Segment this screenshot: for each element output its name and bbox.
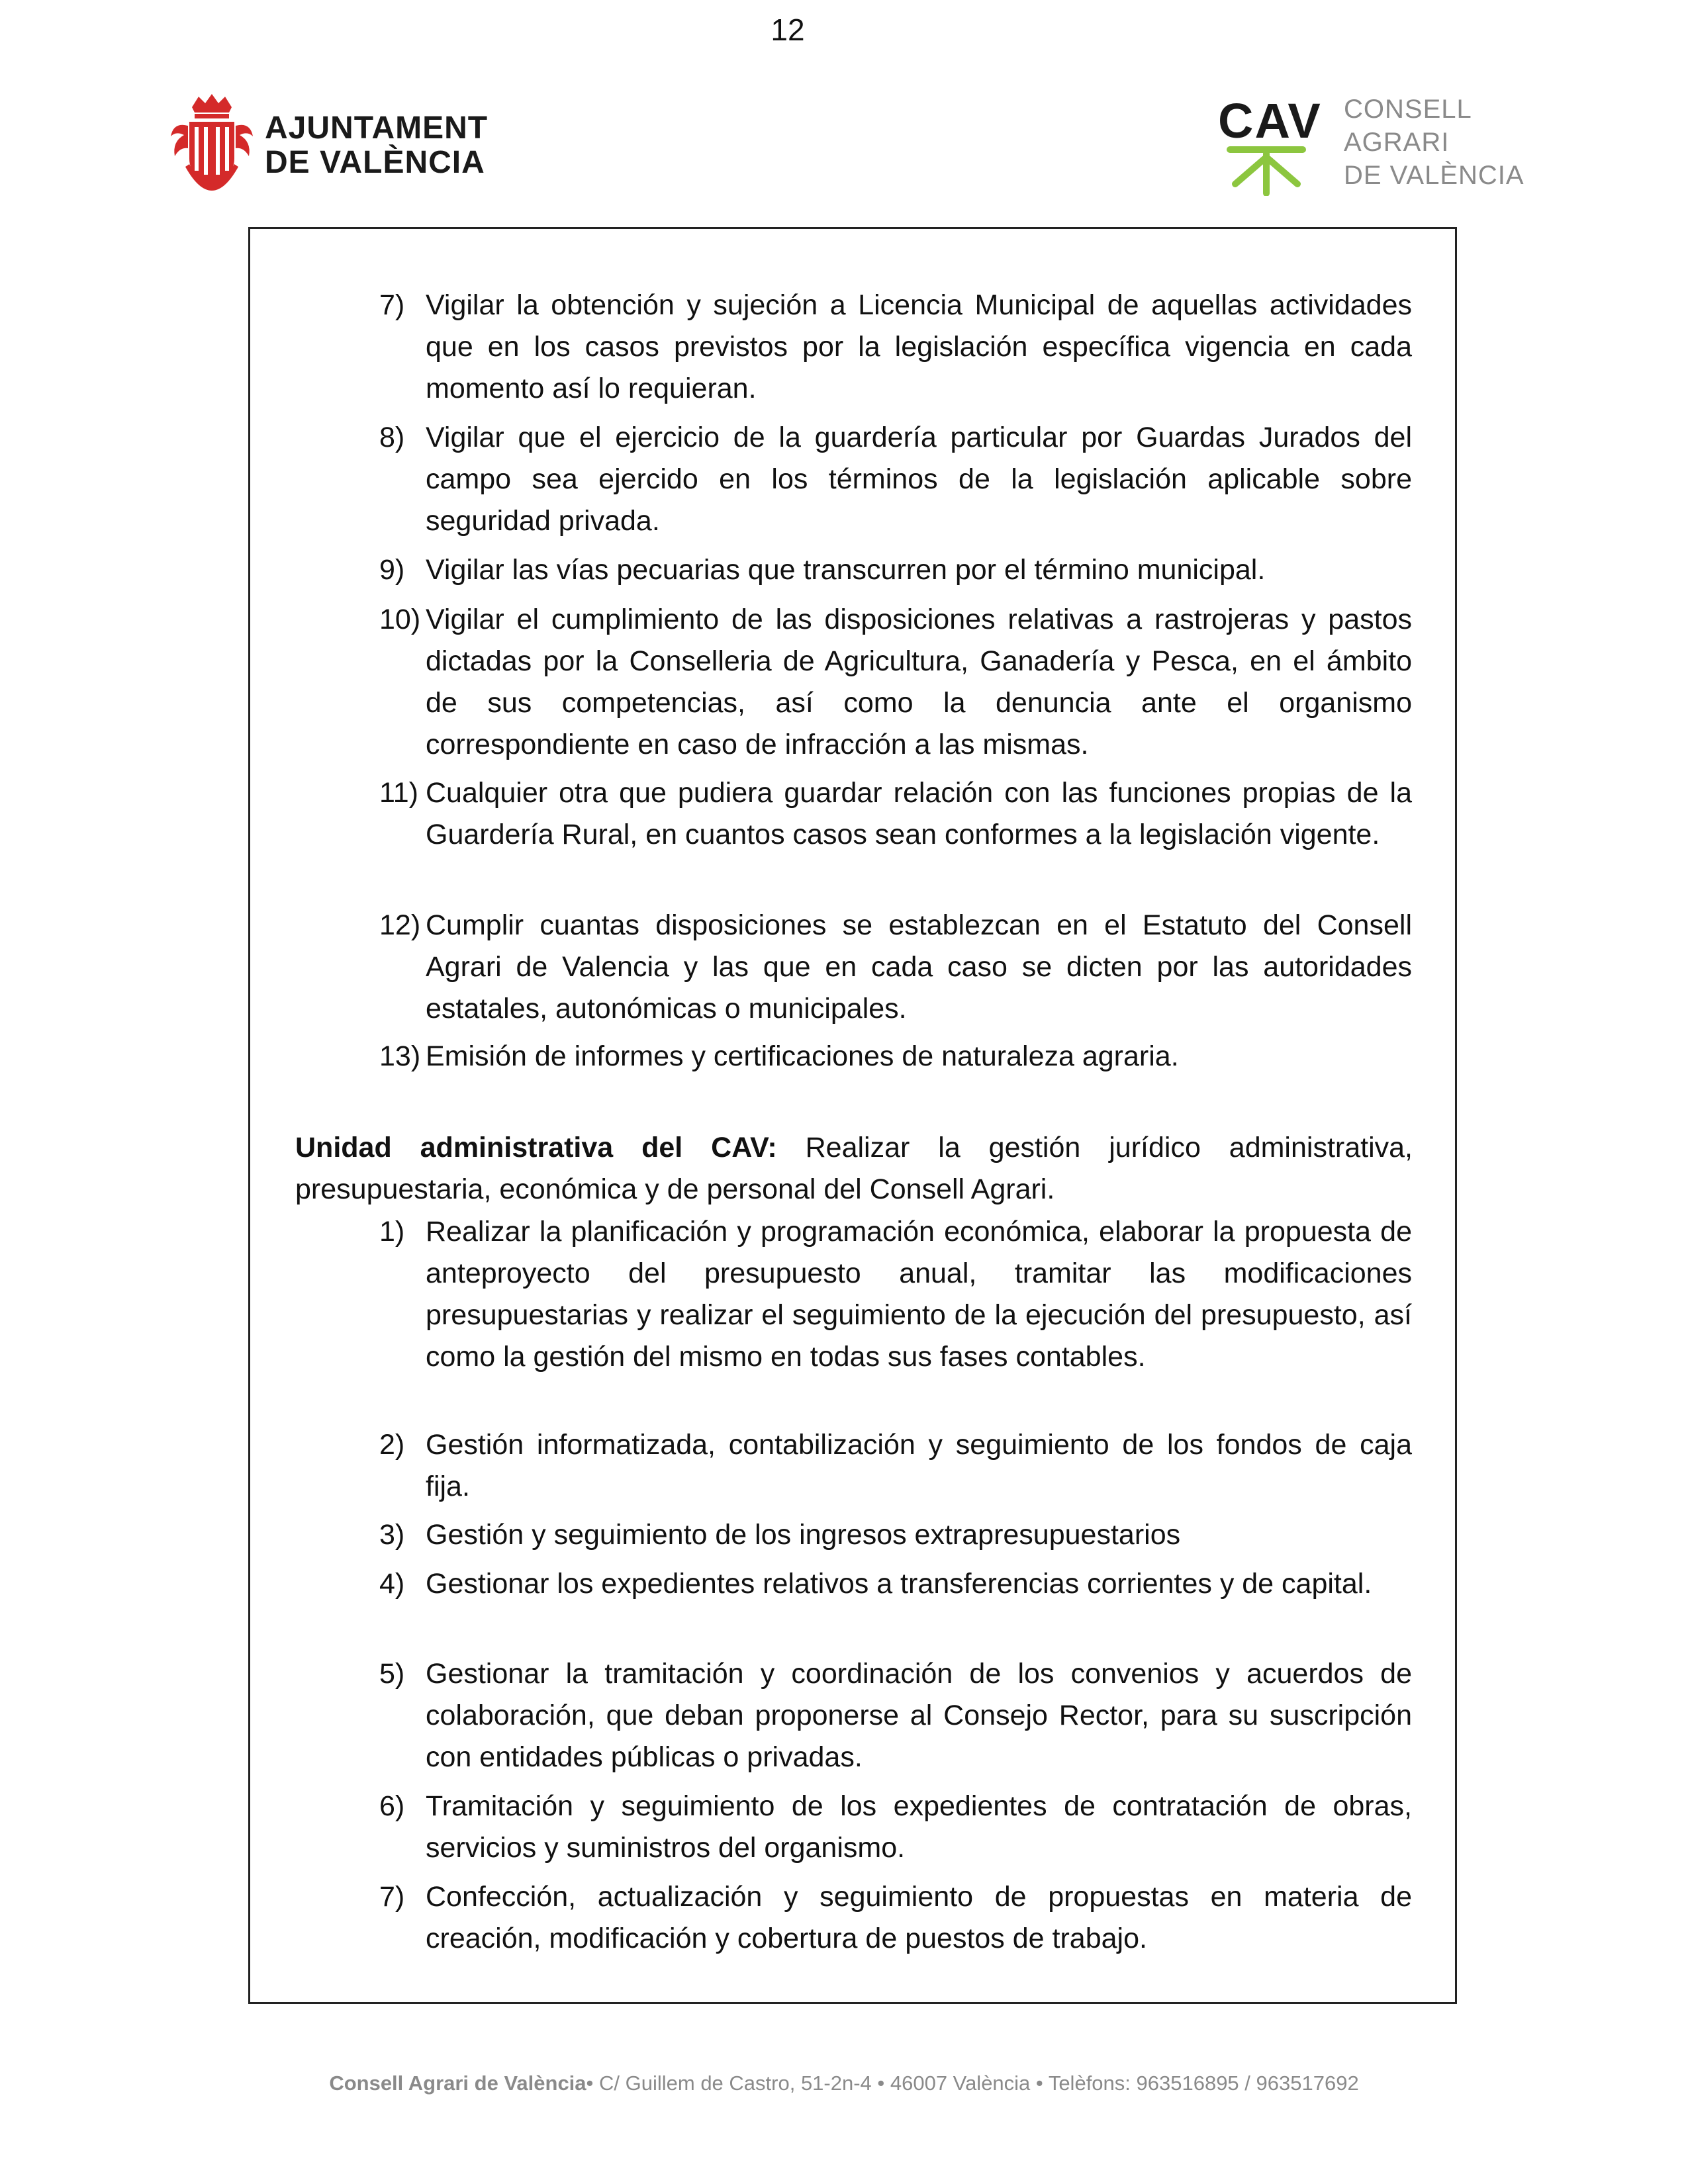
list-item <box>379 772 1412 856</box>
list-item-number: 6) <box>379 1790 405 1822</box>
ajuntament-wordmark <box>265 111 488 180</box>
list-item-text: Vigilar la obtención y sujeción a Licencia Municipal de aquellas actividades que en los casos previstos por la legislación específica vigencia en cada momento así lo requieran. <box>426 289 1412 404</box>
list-item <box>379 1563 1412 1605</box>
cav-line-1: CONSELL <box>1344 95 1472 124</box>
footer-details: • C/ Guillem de Castro, 51-2n-4 • 46007 València • Telèfons: 963516895 / 963517692 <box>586 2071 1359 2095</box>
unit-heading: Unidad administrativa del CAV: <box>295 1132 777 1163</box>
cav-wordmark <box>1344 93 1524 192</box>
cav-line-2: AGRARI <box>1344 128 1450 157</box>
list-item-text: Cualquier otra que pudiera guardar relación con las funciones propias de la Guardería Rural, en cuantos casos sean conformes a la legislación vigente. <box>426 777 1412 850</box>
ajuntament-logo <box>165 93 496 192</box>
list-item-text: Realizar la planificación y programación económica, elaborar la propuesta de anteproyecto del presupuesto anual, tramitar las modificaciones presupuestarias y realizar el seguimiento de la ejecución del presupuesto, así como la gestión del mismo en todas sus fases contables. <box>426 1216 1412 1373</box>
ajuntament-line-1: AJUNTAMENT <box>265 111 489 146</box>
unit-paragraph <box>295 1127 1413 1210</box>
list-item <box>379 285 1412 410</box>
list-item-text: Cumplir cuantas disposiciones se establezcan en el Estatuto del Consell Agrari de Valencia y las que en cada caso se dicten por las autoridades estatales, autonómicas o municipales. <box>426 909 1412 1024</box>
list-item <box>379 1653 1412 1778</box>
cav-logo <box>1218 93 1529 192</box>
list-item-number: 7) <box>379 1881 405 1913</box>
list-item-number: 2) <box>379 1429 405 1461</box>
cav-line-3: DE VALÈNCIA <box>1344 161 1524 190</box>
list-item-text: Gestión y seguimiento de los ingresos extrapresupuestarios <box>426 1519 1181 1551</box>
ajuntament-line-2: DE VALÈNCIA <box>265 145 485 180</box>
footer-org: Consell Agrari de València <box>329 2071 586 2095</box>
list-item-text: Vigilar el cumplimiento de las disposiciones relativas a rastrojeras y pastos dictadas por la Conselleria de Agricultura, Ganadería y Pesca, en el ámbito de sus competencias, así como la denuncia ante el organismo correspondiente en caso de infracción a las mismas. <box>426 604 1412 760</box>
page-number: 12 <box>771 13 805 47</box>
list-item-text: Vigilar que el ejercicio de la guardería particular por Guardas Jurados del campo sea ejercido en los términos de la legislación aplicable sobre seguridad privada. <box>426 422 1412 537</box>
list-item-number: 12) <box>379 909 421 941</box>
list-item-text: Gestionar los expedientes relativos a transferencias corrientes y de capital. <box>426 1568 1372 1600</box>
list-item-number: 7) <box>379 289 405 321</box>
list-item <box>379 1211 1412 1378</box>
list-item <box>379 1424 1412 1508</box>
list-item-number: 10) <box>379 604 421 635</box>
list-item-text: Tramitación y seguimiento de los expedientes de contratación de obras, servicios y suministros del organismo. <box>426 1790 1412 1864</box>
list-item-text: Emisión de informes y certificaciones de naturaleza agraria. <box>426 1040 1179 1072</box>
cav-leaves-icon <box>1223 144 1309 196</box>
list-item <box>379 1036 1412 1077</box>
list-item-number: 3) <box>379 1519 405 1551</box>
unit-description: Realizar la gestión jurídico administrativa, presupuestaria, económica y de personal del Consell Agrari. <box>295 1132 1413 1205</box>
list-item-text: Gestión informatizada, contabilización y seguimiento de los fondos de caja fija. <box>426 1429 1412 1502</box>
valencia-crest-icon <box>165 93 258 192</box>
list-item-number: 1) <box>379 1216 405 1248</box>
list-item-number: 9) <box>379 554 405 586</box>
page-footer <box>0 2071 1688 2095</box>
list-item-text: Vigilar las vías pecuarias que transcurren por el término municipal. <box>426 554 1266 586</box>
list-item <box>379 549 1412 591</box>
list-item <box>379 599 1412 766</box>
list-item <box>379 1876 1412 1960</box>
list-item-number: 4) <box>379 1568 405 1600</box>
list-item-number: 8) <box>379 422 405 453</box>
content-frame <box>248 227 1457 2004</box>
list-item-number: 13) <box>379 1040 421 1072</box>
list-item-text: Gestionar la tramitación y coordinación de los convenios y acuerdos de colaboración, que deban proponerse al Consejo Rector, para su suscripción con entidades públicas o privadas. <box>426 1658 1412 1773</box>
list-item-number: 5) <box>379 1658 405 1690</box>
list-item-text: Confección, actualización y seguimiento de propuestas en materia de creación, modificación y cobertura de puestos de trabajo. <box>426 1881 1412 1954</box>
list-item <box>379 1786 1412 1869</box>
cav-mark: CAV <box>1218 93 1322 148</box>
list-item-number: 11) <box>379 777 418 809</box>
list-item <box>379 1514 1412 1556</box>
list-item <box>379 417 1412 542</box>
list-item <box>379 905 1412 1030</box>
